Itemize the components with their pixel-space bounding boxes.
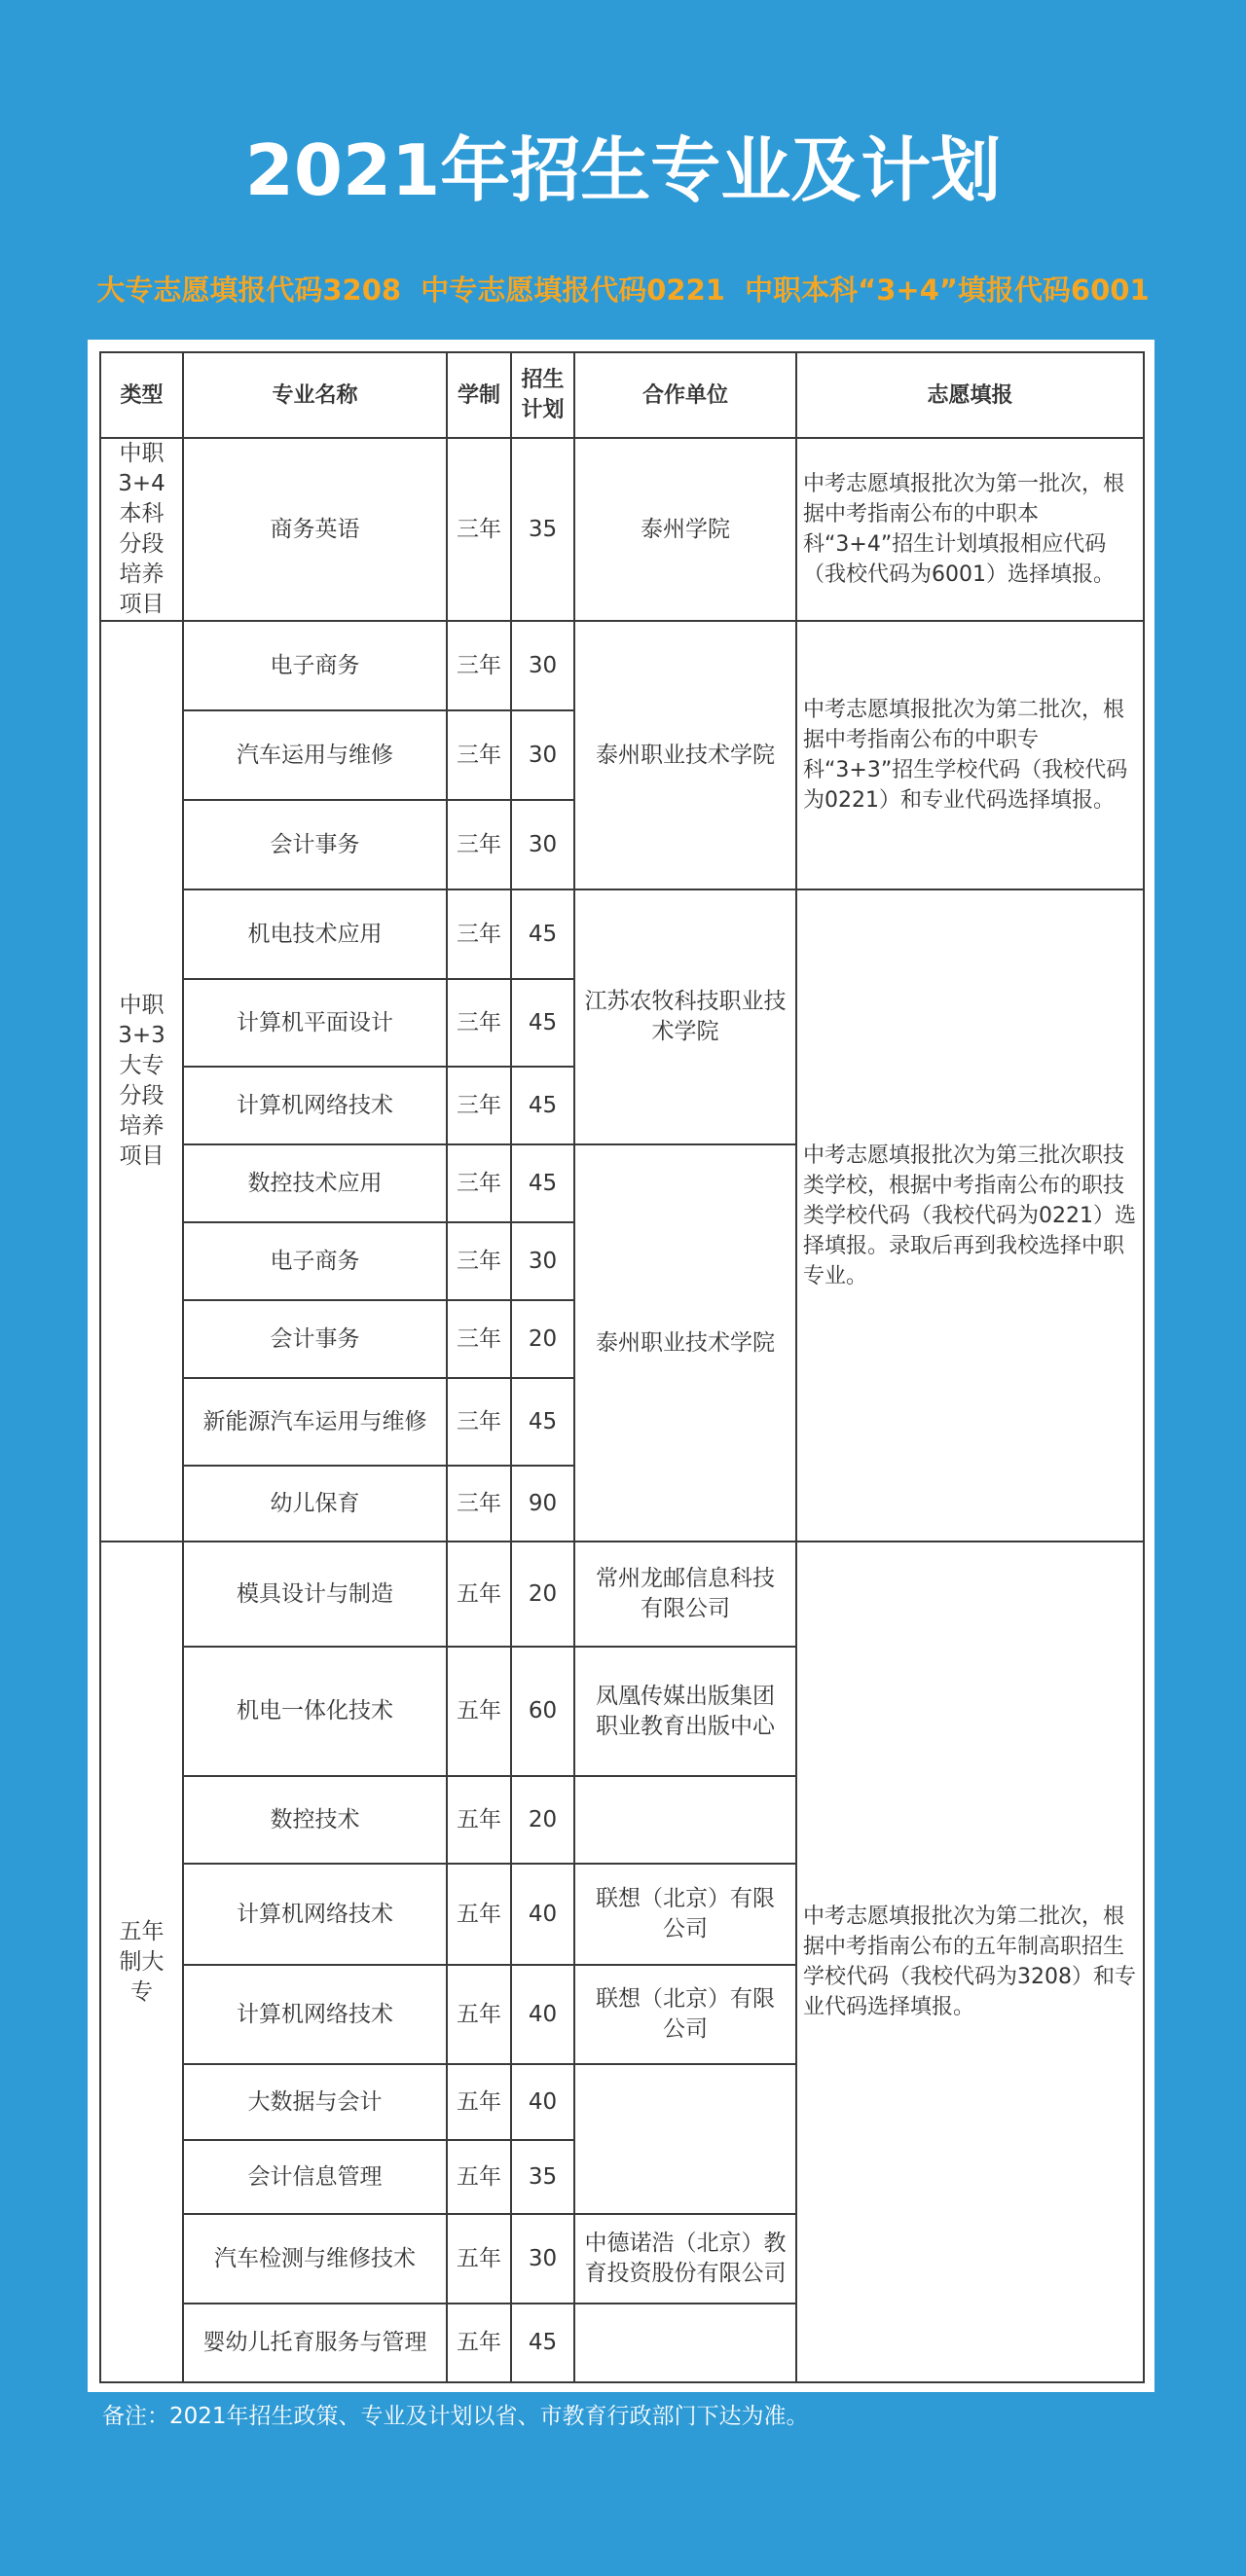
major-cell: 电子商务	[183, 621, 447, 710]
application-note: 中考志愿填报批次为第一批次，根据中考指南公布的中职本科“3+4”招生计划填报相应代码（我校代码为6001）选择填报。	[796, 438, 1144, 621]
partner-cell: 泰州学院	[574, 438, 796, 621]
plan-cell: 45	[511, 1378, 574, 1466]
header-application: 志愿填报	[796, 352, 1144, 438]
plan-cell: 20	[511, 1300, 574, 1378]
header-row	[100, 352, 1144, 438]
major-cell: 汽车运用与维修	[183, 710, 447, 800]
duration-cell: 五年	[447, 1864, 511, 1965]
category-cell: 中职3+4本科分段培养项目	[100, 438, 183, 621]
duration-cell: 五年	[447, 1965, 511, 2064]
plan-cell: 35	[511, 2140, 574, 2214]
duration-cell: 五年	[447, 1647, 511, 1776]
application-note: 中考志愿填报批次为第二批次，根据中考指南公布的中职专科“3+3”招生学校代码（我校代码为0221）和专业代码选择填报。	[796, 621, 1144, 889]
major-cell: 会计事务	[183, 1300, 447, 1378]
major-cell: 婴幼儿托育服务与管理	[183, 2304, 447, 2382]
plan-cell: 30	[511, 1222, 574, 1300]
plan-cell: 60	[511, 1647, 574, 1776]
duration-cell: 三年	[447, 1466, 511, 1542]
plan-cell: 45	[511, 889, 574, 979]
plan-cell: 45	[511, 979, 574, 1067]
plan-table-panel	[88, 340, 1154, 2392]
header-partner: 合作单位	[574, 352, 796, 438]
major-cell: 机电技术应用	[183, 889, 447, 979]
duration-cell: 三年	[447, 1144, 511, 1222]
partner-cell: 中德诺浩（北京）教育投资股份有限公司	[574, 2214, 796, 2304]
plan-cell: 45	[511, 1144, 574, 1222]
duration-cell: 三年	[447, 710, 511, 800]
partner-cell: 凤凰传媒出版集团职业教育出版中心	[574, 1647, 796, 1776]
header-duration: 学制	[447, 352, 511, 438]
duration-cell: 五年	[447, 2214, 511, 2304]
plan-cell: 90	[511, 1466, 574, 1542]
duration-cell: 五年	[447, 1542, 511, 1647]
major-cell: 机电一体化技术	[183, 1647, 447, 1776]
major-cell: 新能源汽车运用与维修	[183, 1378, 447, 1466]
major-cell: 会计信息管理	[183, 2140, 447, 2214]
major-cell: 计算机网络技术	[183, 1864, 447, 1965]
major-cell: 大数据与会计	[183, 2064, 447, 2140]
application-note: 中考志愿填报批次为第三批次职技类学校，根据中考指南公布的职技类学校代码（我校代码为0221）选择填报。录取后再到我校选择中职专业。	[796, 889, 1144, 1542]
duration-cell: 五年	[447, 2304, 511, 2382]
plan-cell: 40	[511, 2064, 574, 2140]
partner-cell: 联想（北京）有限公司	[574, 1864, 796, 1965]
major-cell: 商务英语	[183, 438, 447, 621]
footnote: 备注：2021年招生政策、专业及计划以省、市教育行政部门下达为准。	[102, 2404, 809, 2429]
table-row	[100, 1542, 1144, 1647]
plan-cell: 45	[511, 2304, 574, 2382]
major-cell: 计算机网络技术	[183, 1965, 447, 2064]
major-cell: 数控技术	[183, 1776, 447, 1864]
duration-cell: 三年	[447, 438, 511, 621]
plan-cell: 40	[511, 1965, 574, 2064]
partner-cell: 常州龙邮信息科技有限公司	[574, 1542, 796, 1647]
major-cell: 计算机平面设计	[183, 979, 447, 1067]
table-row	[100, 889, 1144, 979]
duration-cell: 三年	[447, 1222, 511, 1300]
plan-cell: 30	[511, 800, 574, 889]
major-cell: 会计事务	[183, 800, 447, 889]
header-major: 专业名称	[183, 352, 447, 438]
duration-cell: 三年	[447, 979, 511, 1067]
plan-cell: 30	[511, 2214, 574, 2304]
duration-cell: 三年	[447, 889, 511, 979]
duration-cell: 三年	[447, 800, 511, 889]
plan-cell: 20	[511, 1776, 574, 1864]
duration-cell: 五年	[447, 1776, 511, 1864]
application-codes: 大专志愿填报代码3208 中专志愿填报代码0221 中职本科“3+4”填报代码6001	[96, 273, 1150, 307]
application-note: 中考志愿填报批次为第二批次，根据中考指南公布的五年制高职招生学校代码（我校代码为3208）和专业代码选择填报。	[796, 1542, 1144, 2382]
major-cell: 汽车检测与维修技术	[183, 2214, 447, 2304]
duration-cell: 五年	[447, 2140, 511, 2214]
category-cell: 五年制大专	[100, 1542, 183, 2382]
partner-cell: 联想（北京）有限公司	[574, 1965, 796, 2064]
category-cell: 中职3+3大专分段培养项目	[100, 621, 183, 1542]
duration-cell: 三年	[447, 1378, 511, 1466]
plan-cell: 30	[511, 621, 574, 710]
partner-cell-empty	[574, 2304, 796, 2382]
plan-cell: 35	[511, 438, 574, 621]
major-cell: 幼儿保育	[183, 1466, 447, 1542]
major-cell: 电子商务	[183, 1222, 447, 1300]
partner-cell: 泰州职业技术学院	[574, 621, 796, 889]
duration-cell: 五年	[447, 2064, 511, 2140]
partner-cell: 江苏农牧科技职业技术学院	[574, 889, 796, 1144]
major-cell: 计算机网络技术	[183, 1067, 447, 1144]
partner-cell-empty	[574, 1776, 796, 1864]
header-plan: 招生计划	[511, 352, 574, 438]
table-row	[100, 621, 1144, 710]
duration-cell: 三年	[447, 1067, 511, 1144]
enrollment-plan-table	[99, 351, 1145, 2383]
header-type: 类型	[100, 352, 183, 438]
major-cell: 模具设计与制造	[183, 1542, 447, 1647]
plan-cell: 20	[511, 1542, 574, 1647]
partner-cell: 泰州职业技术学院	[574, 1144, 796, 1542]
plan-cell: 40	[511, 1864, 574, 1965]
plan-cell: 30	[511, 710, 574, 800]
partner-cell-empty	[574, 2064, 796, 2214]
duration-cell: 三年	[447, 1300, 511, 1378]
duration-cell: 三年	[447, 621, 511, 710]
plan-cell: 45	[511, 1067, 574, 1144]
table-row	[100, 438, 1144, 621]
page-title: 2021年招生专业及计划	[244, 129, 1002, 211]
major-cell: 数控技术应用	[183, 1144, 447, 1222]
